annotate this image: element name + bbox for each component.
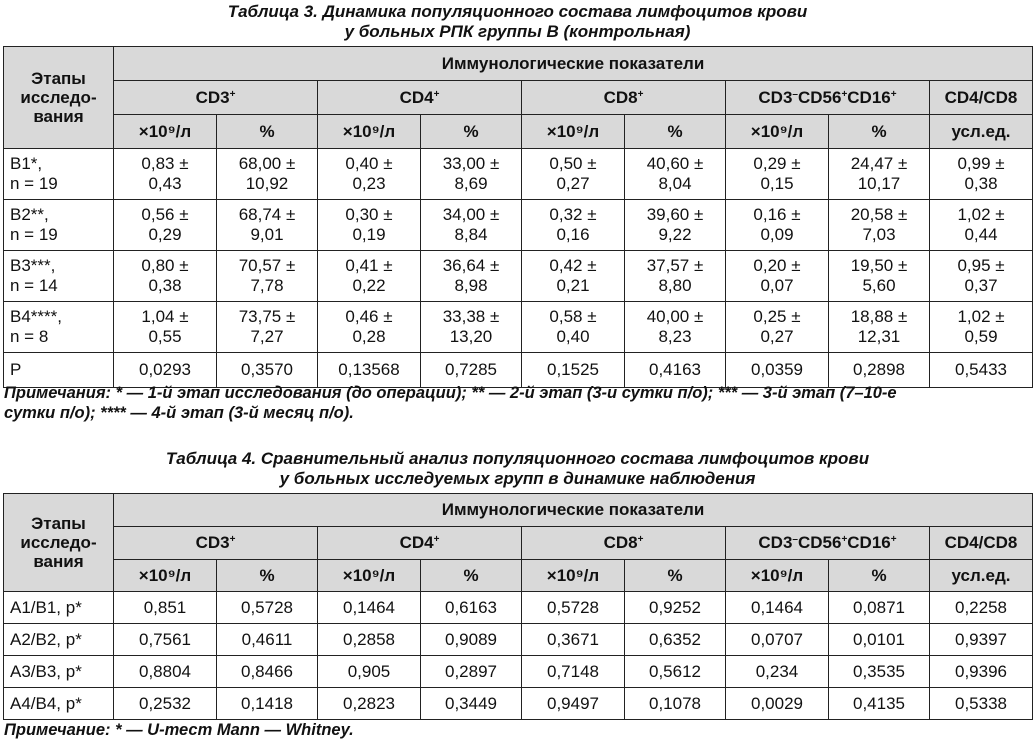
value-line: 0,16 ± [753,205,801,224]
value-cell: 0,4611 [217,624,318,656]
value-line: 8,80 [658,276,692,295]
unit-header: % [217,560,318,592]
value-cell: 0,6352 [625,624,726,656]
cd56-header: CD3–CD56+CD16+ [726,81,930,115]
table4-caption-line2: у больных исследуемых групп в динамике наблюдения [279,469,756,488]
unit-header: усл.ед. [930,115,1033,149]
value-line: 10,92 [245,174,289,193]
value-line: 0,38 [148,276,182,295]
unit-header: % [625,115,726,149]
value-cell: 0,2532 [114,688,217,720]
value-cell: 0,5728 [217,592,318,624]
value-line: 0,20 ± [753,256,801,275]
unit-header: ×10⁹/л [318,115,421,149]
value-cell [726,149,829,200]
value-line: 0,50 ± [549,154,597,173]
value-cell: 0,13568 [318,353,421,388]
value-line: 40,00 ± [646,307,704,326]
table-row [4,656,1033,688]
value-line: 7,03 [862,225,896,244]
value-cell [829,200,930,251]
value-line: 8,84 [454,225,488,244]
value-line: 20,58 ± [850,205,908,224]
value-cell [114,302,217,353]
value-line: 0,40 [556,327,590,346]
cd4-header: CD4+ [318,81,522,115]
value-cell: 0,5338 [930,688,1033,720]
value-cell [930,251,1033,302]
unit-header: ×10⁹/л [318,560,421,592]
value-cell [522,251,625,302]
value-line: 0,41 ± [345,256,393,275]
value-line: 0,80 ± [141,256,189,275]
value-cell [421,149,522,200]
value-line: 0,29 [148,225,182,244]
value-cell: 0,6163 [421,592,522,624]
value-cell: 0,851 [114,592,217,624]
value-cell: 0,1525 [522,353,625,388]
value-line: 0,83 ± [141,154,189,173]
value-line: 40,60 ± [646,154,704,173]
value-cell: 0,9089 [421,624,522,656]
cd4cd8-header: CD4/CD8 [930,527,1033,560]
value-cell: 0,0707 [726,624,829,656]
value-line: 0,25 ± [753,307,801,326]
value-line: 68,74 ± [238,205,296,224]
table-row [4,302,1033,353]
cd3-header: CD3+ [114,81,318,115]
cd8-header: CD8+ [522,527,726,560]
value-cell [625,200,726,251]
value-cell [522,200,625,251]
value-cell: 0,7148 [522,656,625,688]
value-cell [114,200,217,251]
value-cell [421,302,522,353]
value-line: 0,40 ± [345,154,393,173]
cd4-header: CD4+ [318,527,522,560]
stage-header-line: исследо- [20,533,97,552]
unit-header: % [217,115,318,149]
value-cell: 0,3449 [421,688,522,720]
value-line: 0,22 [352,276,386,295]
value-cell: 0,5612 [625,656,726,688]
row-stage: А3/В3, р* [4,656,114,688]
value-line: 37,57 ± [646,256,704,275]
value-cell: 0,3671 [522,624,625,656]
value-cell [522,302,625,353]
value-cell: 0,5433 [930,353,1033,388]
value-line: 0,28 [352,327,386,346]
value-cell: 0,8466 [217,656,318,688]
row-stage-line: n = 19 [10,174,58,193]
value-cell [726,302,829,353]
value-cell: 0,1418 [217,688,318,720]
unit-header: % [829,115,930,149]
table3-note [4,383,1030,423]
value-cell [930,302,1033,353]
value-cell [625,149,726,200]
value-cell: 0,0101 [829,624,930,656]
value-cell [217,251,318,302]
row-stage-line: В2**, [10,205,49,224]
stage-header-line: Этапы [31,69,86,88]
row-stage [4,251,114,302]
value-line: 0,19 [352,225,386,244]
table-row [4,200,1033,251]
stage-header [4,494,114,592]
table4 [3,493,1033,720]
value-cell: 0,5728 [522,592,625,624]
value-line: 0,46 ± [345,307,393,326]
value-line: 33,38 ± [442,307,500,326]
row-stage-line: n = 19 [10,225,58,244]
value-line: 7,78 [250,276,284,295]
value-line: 0,32 ± [549,205,597,224]
value-cell [217,200,318,251]
row-stage: Р [4,353,114,388]
value-line: 0,56 ± [141,205,189,224]
value-cell [318,149,421,200]
unit-header: % [421,560,522,592]
value-line: 0,27 [556,174,590,193]
value-cell [318,251,421,302]
value-line: 0,44 [964,225,998,244]
value-line: 70,57 ± [238,256,296,275]
table3-note-line2: сутки п/о); **** — 4-й этап (3-й месяц п/о). [4,404,354,422]
value-cell: 0,7561 [114,624,217,656]
table3 [3,46,1033,388]
value-cell [421,251,522,302]
row-stage [4,200,114,251]
row-stage [4,149,114,200]
value-line: 33,00 ± [442,154,500,173]
value-line: 0,38 [964,174,998,193]
value-cell [522,149,625,200]
value-line: 0,95 ± [957,256,1005,275]
value-cell: 0,2858 [318,624,421,656]
value-line: 0,55 [148,327,182,346]
value-line: 0,30 ± [345,205,393,224]
value-cell [421,200,522,251]
value-cell [726,251,829,302]
stage-header-line: вания [33,552,84,571]
indicators-header: Иммунологические показатели [114,494,1033,527]
value-cell: 0,9497 [522,688,625,720]
value-cell [114,251,217,302]
unit-header: ×10⁹/л [522,115,625,149]
table-row [4,624,1033,656]
value-line: 13,20 [449,327,493,346]
value-line: 24,47 ± [850,154,908,173]
value-line: 10,17 [857,174,901,193]
value-cell: 0,1464 [726,592,829,624]
value-cell: 0,4163 [625,353,726,388]
unit-header: ×10⁹/л [114,115,217,149]
row-stage [4,302,114,353]
value-cell: 0,2258 [930,592,1033,624]
indicators-header: Иммунологические показатели [114,47,1033,81]
unit-header: ×10⁹/л [114,560,217,592]
value-cell [625,302,726,353]
value-cell: 0,905 [318,656,421,688]
value-line: 9,01 [250,225,284,244]
table-row [4,688,1033,720]
value-line: 68,00 ± [238,154,296,173]
table-row [4,149,1033,200]
value-cell [318,200,421,251]
unit-header: ×10⁹/л [726,560,829,592]
table4-caption-line1: Таблица 4. Сравнительный анализ популяционного состава лимфоцитов крови [165,449,870,468]
value-line: 1,04 ± [141,307,189,326]
value-cell: 0,2823 [318,688,421,720]
value-cell [217,302,318,353]
unit-header: % [625,560,726,592]
cd4cd8-header: CD4/CD8 [930,81,1033,115]
table-row [4,251,1033,302]
value-cell: 0,2897 [421,656,522,688]
value-cell: 0,4135 [829,688,930,720]
value-line: 19,50 ± [850,256,908,275]
stage-header [4,47,114,149]
value-line: 8,69 [454,174,488,193]
row-stage: А2/В2, р* [4,624,114,656]
value-cell: 0,9252 [625,592,726,624]
row-stage-line: n = 8 [10,327,49,346]
value-cell: 0,234 [726,656,829,688]
value-cell [318,302,421,353]
value-cell: 0,0871 [829,592,930,624]
value-line: 0,42 ± [549,256,597,275]
value-cell: 0,3570 [217,353,318,388]
value-cell [930,149,1033,200]
value-line: 12,31 [857,327,901,346]
value-line: 7,27 [250,327,284,346]
value-line: 0,23 [352,174,386,193]
value-cell [114,149,217,200]
value-line: 8,98 [454,276,488,295]
unit-header: усл.ед. [930,560,1033,592]
stage-header-line: вания [33,107,84,126]
value-line: 0,58 ± [549,307,597,326]
value-cell [930,200,1033,251]
value-cell: 0,3535 [829,656,930,688]
stage-header-line: исследо- [20,88,97,107]
value-line: 0,09 [760,225,794,244]
value-line: 0,15 [760,174,794,193]
value-line: 36,64 ± [442,256,500,275]
table3-note-line1: Примечания: * — 1-й этап исследования (до операции); ** — 2-й этап (3-и сутки п/о); *** — 3-й этап (7–10-е [4,384,897,402]
value-line: 73,75 ± [238,307,296,326]
row-stage-line: В1*, [10,154,43,173]
value-line: 1,02 ± [957,205,1005,224]
cd3-header: CD3+ [114,527,318,560]
value-line: 5,60 [862,276,896,295]
cd8-header: CD8+ [522,81,726,115]
table-row [4,592,1033,624]
row-stage-line: В4****, [10,307,62,326]
value-cell: 0,9397 [930,624,1033,656]
value-cell: 0,1464 [318,592,421,624]
value-cell: 0,7285 [421,353,522,388]
value-line: 39,60 ± [646,205,704,224]
unit-header: ×10⁹/л [726,115,829,149]
stage-header-line: Этапы [31,514,86,533]
value-line: 0,37 [964,276,998,295]
value-line: 8,04 [658,174,692,193]
value-line: 0,27 [760,327,794,346]
value-cell: 0,0359 [726,353,829,388]
value-cell: 0,2898 [829,353,930,388]
value-line: 0,16 [556,225,590,244]
table3-caption [0,2,1035,42]
table3-caption-line2: у больных РПК группы В (контрольная) [344,22,691,41]
cd56-header: CD3–CD56+CD16+ [726,527,930,560]
value-cell [829,302,930,353]
value-cell: 0,0293 [114,353,217,388]
value-cell [829,251,930,302]
value-line: 34,00 ± [442,205,500,224]
value-cell: 0,0029 [726,688,829,720]
value-line: 0,21 [556,276,590,295]
value-line: 9,22 [658,225,692,244]
value-cell [625,251,726,302]
value-line: 18,88 ± [850,307,908,326]
value-line: 0,99 ± [957,154,1005,173]
value-line: 0,43 [148,174,182,193]
row-stage-line: В3***, [10,256,56,275]
value-line: 0,29 ± [753,154,801,173]
value-cell [217,149,318,200]
unit-header: % [829,560,930,592]
value-line: 0,59 [964,327,998,346]
row-stage: А1/В1, р* [4,592,114,624]
value-cell: 0,8804 [114,656,217,688]
unit-header: % [421,115,522,149]
value-line: 0,07 [760,276,794,295]
table3-caption-line1: Таблица 3. Динамика популяционного состава лимфоцитов крови [227,2,808,21]
unit-header: ×10⁹/л [522,560,625,592]
value-line: 1,02 ± [957,307,1005,326]
value-cell: 0,1078 [625,688,726,720]
row-stage: А4/В4, р* [4,688,114,720]
value-line: 8,23 [658,327,692,346]
row-stage-line: n = 14 [10,276,58,295]
value-cell [829,149,930,200]
table4-caption [0,449,1035,489]
table4-note: Примечание: * — U-тест Mann — Whitney. [4,721,354,739]
value-cell [726,200,829,251]
value-cell: 0,9396 [930,656,1033,688]
